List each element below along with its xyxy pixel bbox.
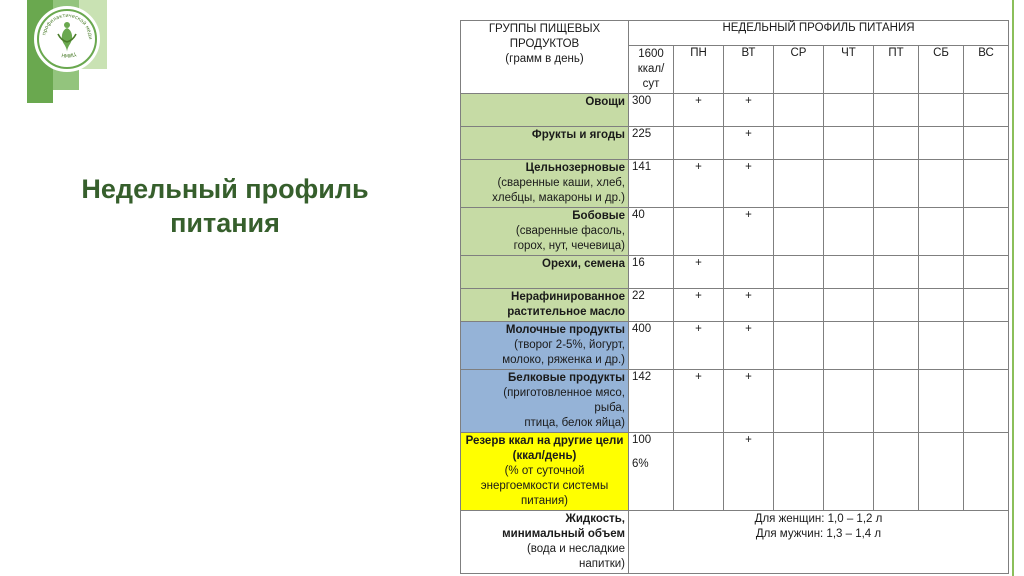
day-mark-cell	[964, 160, 1009, 208]
day-mark-cell	[774, 160, 824, 208]
day-mark-cell	[874, 370, 919, 433]
food-group-cell	[461, 289, 629, 322]
header-day: ВС	[964, 46, 1009, 94]
food-group-description: (приготовленное мясо,	[503, 387, 625, 399]
day-mark-cell: +	[724, 160, 774, 208]
day-mark-cell	[774, 127, 824, 160]
day-mark-cell	[824, 256, 874, 289]
day-mark-cell	[774, 433, 824, 511]
day-mark-cell	[919, 370, 964, 433]
day-mark-cell: +	[724, 322, 774, 370]
fluid-women: Для женщин: 1,0 – 1,2 л	[754, 513, 883, 525]
day-mark-cell: +	[674, 256, 724, 289]
day-mark-cell	[919, 256, 964, 289]
day-mark-cell: +	[674, 94, 724, 127]
header-day: ПН	[674, 46, 724, 94]
kcal-value: 141	[632, 161, 652, 173]
day-mark-cell	[874, 322, 919, 370]
table-row	[461, 370, 1009, 433]
day-mark-cell	[874, 160, 919, 208]
day-mark-cell	[674, 127, 724, 160]
food-group-cell	[461, 127, 629, 160]
fluid-description: напитки)	[579, 558, 625, 570]
kcal-cell	[629, 289, 674, 322]
day-mark-cell: +	[674, 289, 724, 322]
food-group-description: (сваренные фасоль,	[515, 225, 625, 237]
food-group-description: молоко, ряженка и др.)	[502, 354, 625, 366]
kcal-cell	[629, 256, 674, 289]
fluid-group-cell	[461, 511, 629, 574]
day-mark-cell: +	[724, 127, 774, 160]
food-group-cell	[461, 256, 629, 289]
header-food-groups	[461, 21, 629, 94]
day-mark-cell	[964, 208, 1009, 256]
header-kcal-line-3: сут	[642, 78, 660, 90]
day-mark-cell	[919, 289, 964, 322]
day-mark-cell	[964, 370, 1009, 433]
food-group-name: Белковые продукты	[508, 372, 625, 384]
table-row	[461, 127, 1009, 160]
day-mark-cell	[964, 127, 1009, 160]
day-mark-cell	[964, 322, 1009, 370]
day-mark-cell	[874, 94, 919, 127]
kcal-cell	[629, 160, 674, 208]
header-day: СБ	[919, 46, 964, 94]
day-mark-cell	[774, 208, 824, 256]
food-group-description: рыба,	[594, 402, 625, 414]
kcal-value: 22	[632, 290, 645, 302]
day-mark-cell: +	[724, 208, 774, 256]
header-kcal-line-2: ккал/	[637, 63, 665, 75]
food-group-cell	[461, 94, 629, 127]
header-groups-line-2: ПРОДУКТОВ	[509, 38, 580, 50]
day-mark-cell	[919, 322, 964, 370]
day-mark-cell	[964, 94, 1009, 127]
day-mark-cell	[964, 289, 1009, 322]
day-mark-cell	[674, 433, 724, 511]
day-mark-cell	[774, 322, 824, 370]
day-mark-cell	[919, 160, 964, 208]
kcal-cell	[629, 208, 674, 256]
fluid-name: Жидкость,	[565, 513, 625, 525]
fluid-volume-note	[629, 511, 1009, 574]
kcal-value: 400	[632, 323, 652, 335]
day-mark-cell	[824, 208, 874, 256]
day-mark-cell	[964, 256, 1009, 289]
food-group-cell	[461, 160, 629, 208]
food-group-name: Резерв ккал на другие цели (ккал/день)	[465, 435, 624, 462]
day-mark-cell: +	[724, 289, 774, 322]
day-mark-cell	[774, 94, 824, 127]
day-mark-cell	[919, 94, 964, 127]
day-mark-cell	[824, 94, 874, 127]
food-group-cell	[461, 370, 629, 433]
table-row	[461, 94, 1009, 127]
food-group-description: (% от суточной	[504, 465, 585, 477]
kcal-value: 225	[632, 128, 652, 140]
table-row	[461, 433, 1009, 511]
table-row	[461, 289, 1009, 322]
food-group-description: горох, нут, чечевица)	[513, 240, 625, 252]
food-group-name: Бобовые	[572, 210, 625, 222]
header-day: ВТ	[724, 46, 774, 94]
food-group-name: Орехи, семена	[542, 258, 625, 270]
day-mark-cell	[824, 289, 874, 322]
day-mark-cell	[774, 289, 824, 322]
table-row	[461, 256, 1009, 289]
day-mark-cell	[874, 256, 919, 289]
day-mark-cell	[774, 370, 824, 433]
day-mark-cell	[919, 208, 964, 256]
food-group-name: Нерафинированное растительное масло	[507, 291, 625, 318]
table-row	[461, 208, 1009, 256]
kcal-value: 142	[632, 371, 652, 383]
food-group-cell	[461, 208, 629, 256]
fluid-description: (вода и несладкие	[526, 543, 625, 555]
day-mark-cell: +	[674, 370, 724, 433]
food-group-description: энергоемкости системы	[480, 480, 609, 492]
header-groups-line-3: (грамм в день)	[505, 53, 584, 65]
food-group-cell	[461, 322, 629, 370]
logo-caption-top: профилактической меди	[41, 12, 94, 40]
day-mark-cell	[874, 433, 919, 511]
header-day: ЧТ	[824, 46, 874, 94]
day-mark-cell	[919, 127, 964, 160]
logo-caption-bottom: НМИЦ	[60, 51, 78, 60]
kcal-cell	[629, 94, 674, 127]
food-group-name: Цельнозерновые	[525, 162, 625, 174]
kcal-value: 16	[632, 257, 645, 269]
kcal-value: 100	[632, 434, 652, 446]
day-mark-cell	[874, 127, 919, 160]
header-day: СР	[774, 46, 824, 94]
header-kcal	[629, 46, 674, 94]
header-groups-line-1: ГРУППЫ ПИЩЕВЫХ	[488, 23, 601, 35]
table-row-fluid	[461, 511, 1009, 574]
weekly-profile-table	[460, 20, 1009, 574]
title-line-2: питания	[170, 208, 280, 238]
header-day: ПТ	[874, 46, 919, 94]
kcal-cell	[629, 322, 674, 370]
food-group-cell	[461, 433, 629, 511]
day-mark-cell	[824, 322, 874, 370]
table-row	[461, 160, 1009, 208]
day-mark-cell: +	[674, 160, 724, 208]
day-mark-cell	[874, 208, 919, 256]
nmic-logo	[34, 6, 100, 72]
food-group-name: Овощи	[585, 96, 625, 108]
food-group-description: (творог 2-5%, йогурт,	[514, 339, 625, 351]
day-mark-cell	[824, 127, 874, 160]
fluid-name: минимальный объем	[502, 528, 625, 540]
day-mark-cell: +	[724, 370, 774, 433]
food-group-description: птица, белок яйца)	[524, 417, 625, 429]
kcal-value: 40	[632, 209, 645, 221]
day-mark-cell: +	[724, 94, 774, 127]
day-mark-cell	[824, 433, 874, 511]
day-mark-cell	[964, 433, 1009, 511]
food-group-description: (сваренные каши, хлеб,	[497, 177, 625, 189]
food-group-description: хлебцы, макароны и др.)	[492, 192, 625, 204]
day-mark-cell	[824, 160, 874, 208]
header-weekly-profile: НЕДЕЛЬНЫЙ ПРОФИЛЬ ПИТАНИЯ	[629, 21, 1009, 46]
day-mark-cell: +	[674, 322, 724, 370]
day-mark-cell	[774, 256, 824, 289]
kcal-cell	[629, 127, 674, 160]
page-title	[40, 172, 410, 240]
table-row	[461, 322, 1009, 370]
fluid-men: Для мужчин: 1,3 – 1,4 л	[755, 528, 882, 540]
day-mark-cell	[824, 370, 874, 433]
day-mark-cell	[674, 208, 724, 256]
day-mark-cell: +	[724, 433, 774, 511]
food-group-name: Фрукты и ягоды	[531, 129, 625, 141]
kcal-value: 300	[632, 95, 652, 107]
kcal-cell	[629, 370, 674, 433]
kcal-cell	[629, 433, 674, 511]
kcal-percent: 6%	[632, 458, 649, 470]
header-kcal-line-1: 1600	[638, 48, 664, 60]
day-mark-cell	[874, 289, 919, 322]
day-mark-cell	[724, 256, 774, 289]
food-group-name: Молочные продукты	[505, 324, 625, 336]
food-group-description: питания)	[520, 495, 569, 507]
title-line-1: Недельный профиль	[81, 174, 369, 204]
day-mark-cell	[919, 433, 964, 511]
